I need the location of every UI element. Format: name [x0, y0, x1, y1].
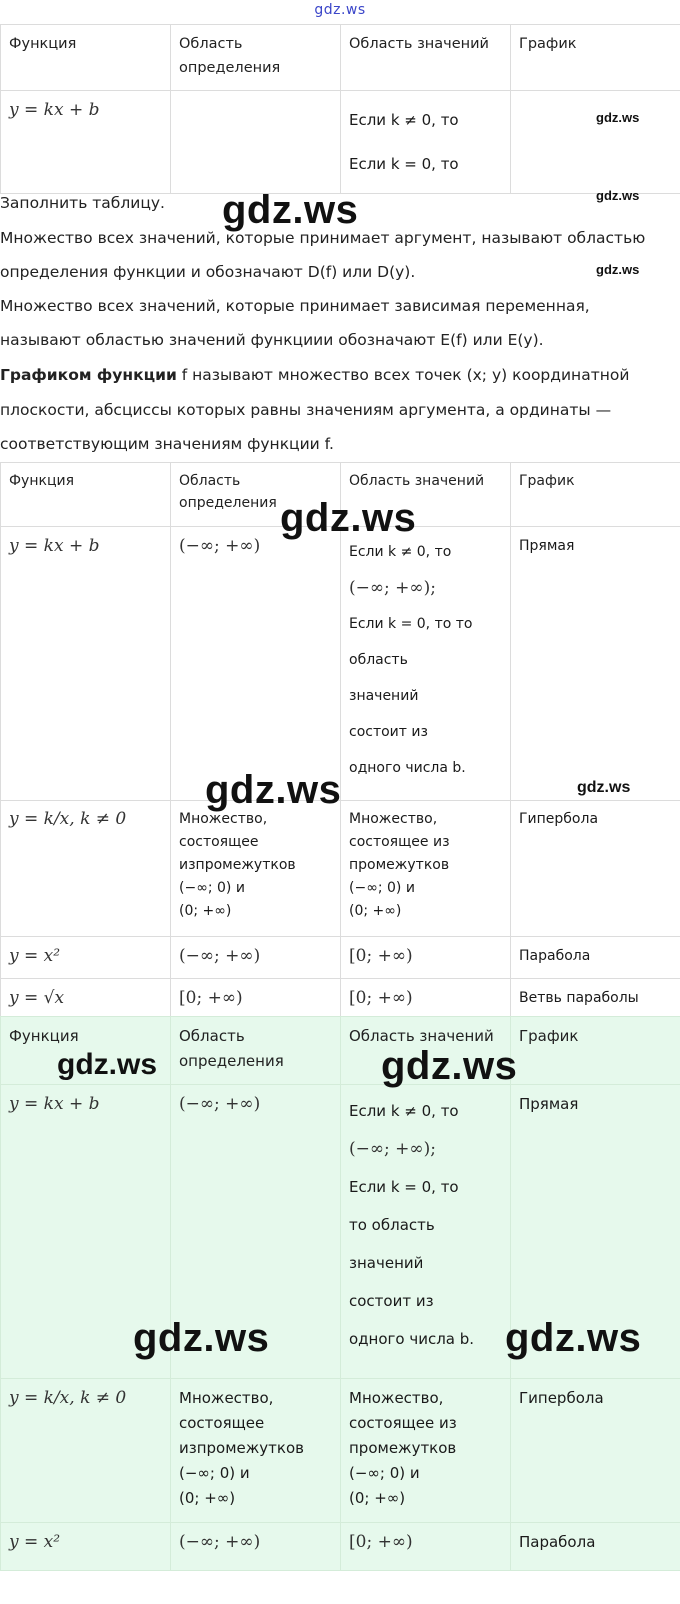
- range-line: Множество,: [349, 1389, 444, 1407]
- graph-value: Парабола: [511, 937, 680, 979]
- watermark: gdz.ws: [505, 1316, 642, 1360]
- range-line: (0; +∞): [349, 1489, 406, 1507]
- range-line: область: [349, 652, 408, 668]
- domain-line: Множество,: [179, 811, 268, 827]
- range-line: Множество,: [349, 811, 438, 827]
- header-graph: График: [511, 25, 680, 91]
- definition-continuation: f называют множество всех точек (x; y) координатной: [176, 366, 630, 384]
- watermark: gdz.ws: [596, 110, 640, 125]
- domain-line: (0; +∞): [179, 903, 232, 919]
- range-value: [0; +∞): [349, 1532, 413, 1552]
- range-line: Если k = 0, то то: [349, 616, 473, 632]
- table-header-row: [1, 25, 680, 91]
- header-function: Функция: [1, 25, 171, 91]
- watermark: gdz.ws: [205, 768, 342, 812]
- range-line: состоит из: [349, 1292, 434, 1310]
- watermark: gdz.ws: [280, 496, 417, 540]
- table-row: [1, 801, 680, 937]
- domain-value: (−∞; +∞): [179, 1094, 261, 1114]
- watermark: gdz.ws: [577, 779, 631, 796]
- range-value: [0; +∞): [349, 946, 413, 966]
- table-row: [1, 1379, 680, 1523]
- header-domain: Область определения: [171, 25, 341, 91]
- watermark: gdz.ws: [133, 1316, 270, 1360]
- watermark: gdz.ws: [596, 262, 640, 277]
- definition-text: [0, 358, 680, 392]
- watermark: gdz.ws: [596, 188, 640, 203]
- range-line: одного числа b.: [349, 760, 466, 776]
- range-line: состоящее из: [349, 834, 450, 850]
- definition-text: называют областью значений функциии обозначают E(f) или E(y).: [0, 331, 544, 349]
- function-formula: y = k/x, k ≠ 0: [9, 1388, 127, 1408]
- watermark: gdz.ws: [222, 188, 359, 232]
- header-range: Область значений: [341, 25, 511, 91]
- range-line: (−∞; +∞);: [349, 1139, 436, 1159]
- range-line: значений: [349, 1254, 424, 1272]
- header-function: Функция: [1, 463, 171, 527]
- range-line: состоящее из: [349, 1414, 457, 1432]
- function-formula: y = kx + b: [9, 100, 100, 120]
- range-line: (0; +∞): [349, 903, 402, 919]
- domain-line: состоящее: [179, 1414, 265, 1432]
- header-graph: График: [511, 463, 680, 527]
- domain-line: состоящее: [179, 834, 259, 850]
- function-formula: y = x²: [9, 1532, 61, 1552]
- domain-line: изпромежутков: [179, 857, 296, 873]
- range-line: Если k = 0, то: [349, 1178, 459, 1196]
- range-line: (−∞; 0) и: [349, 880, 415, 896]
- range-line: то область: [349, 1216, 435, 1234]
- header-function: Функция: [1, 1017, 171, 1085]
- graph-value: Ветвь параболы: [511, 979, 680, 1021]
- header-range: Область значений: [341, 463, 511, 527]
- function-formula: y = x²: [9, 946, 61, 966]
- header-domain: Область определения: [171, 1017, 341, 1085]
- domain-line: (−∞; 0) и: [179, 880, 245, 896]
- domain-value: (−∞; +∞): [179, 1532, 261, 1552]
- domain-value: (−∞; +∞): [179, 946, 261, 966]
- definition-text: Множество всех значений, которые принимает зависимая переменная,: [0, 297, 590, 315]
- table-row: [1, 91, 680, 194]
- function-formula: y = kx + b: [9, 1094, 100, 1114]
- table-row: [1, 1523, 680, 1571]
- graph-cell-empty: [511, 91, 680, 194]
- task-table: [0, 24, 680, 194]
- bold-term: Графиком функции: [0, 366, 177, 384]
- table-row: [1, 937, 680, 979]
- instruction-text: Заполнить таблицу.: [0, 194, 165, 212]
- definition-text: соответствующим значениям функции f.: [0, 435, 334, 453]
- header-range: Область значений: [341, 1017, 511, 1085]
- range-line: (−∞; +∞);: [349, 578, 436, 598]
- watermark: gdz.ws: [57, 1048, 158, 1081]
- range-line: промежутков: [349, 857, 450, 873]
- site-watermark-top: gdz.ws: [314, 2, 366, 18]
- graph-value: Гипербола: [511, 1379, 680, 1523]
- range-line: Если k ≠ 0, то: [349, 544, 452, 560]
- range-line: состоит из: [349, 724, 428, 740]
- domain-value: (−∞; +∞): [179, 536, 261, 556]
- graph-value: Парабола: [511, 1523, 680, 1571]
- domain-cell-empty: [171, 91, 341, 194]
- range-line: одного числа b.: [349, 1330, 475, 1348]
- header-graph: График: [511, 1017, 680, 1085]
- header-domain: Область определения: [171, 463, 341, 527]
- function-formula: y = k/x, k ≠ 0: [9, 809, 127, 829]
- answer-table: [0, 462, 680, 1021]
- definition-text: определения функции и обозначают D(f) или D(y).: [0, 263, 416, 281]
- range-line: Если k ≠ 0, то: [349, 1102, 459, 1120]
- graph-value: Прямая: [511, 1085, 680, 1379]
- domain-line: (−∞; 0) и: [179, 1464, 250, 1482]
- function-formula: y = kx + b: [9, 536, 100, 556]
- definition-text: Множество всех значений, которые принимает аргумент, называют областью: [0, 229, 646, 247]
- domain-value: [0; +∞): [179, 988, 243, 1008]
- table-row: [1, 527, 680, 801]
- range-line: Если k = 0, то: [349, 155, 459, 173]
- range-line: значений: [349, 688, 419, 704]
- range-line: промежутков: [349, 1439, 457, 1457]
- domain-line: (0; +∞): [179, 1489, 236, 1507]
- domain-line: Множество,: [179, 1389, 274, 1407]
- function-formula: y = √x: [9, 988, 65, 1008]
- range-value: [0; +∞): [349, 988, 413, 1008]
- definition-text: плоскости, абсциссы которых равны значениям аргумента, а ординаты —: [0, 401, 612, 419]
- domain-line: изпромежутков: [179, 1439, 304, 1457]
- watermark: gdz.ws: [381, 1044, 518, 1088]
- answer-table-highlighted: [0, 1016, 680, 1571]
- graph-value: Прямая: [511, 527, 680, 801]
- range-line: (−∞; 0) и: [349, 1464, 420, 1482]
- graph-value: Гипербола: [511, 801, 680, 937]
- range-line: Если k ≠ 0, то: [349, 111, 459, 129]
- table-row: [1, 979, 680, 1021]
